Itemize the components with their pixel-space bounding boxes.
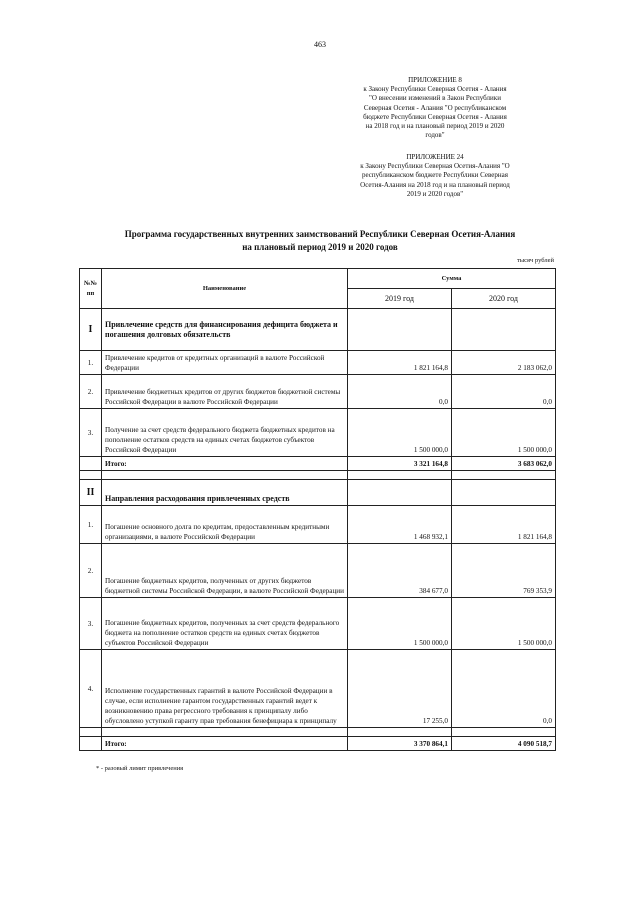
- empty-cell: [102, 471, 348, 480]
- appendix-24-line: к Закону Республики Северная Осетия-Алания "О: [360, 162, 510, 171]
- row-number: 4.: [80, 650, 102, 728]
- total-row: [80, 737, 556, 751]
- total-label: Итого:: [102, 457, 348, 471]
- row-value-2020: 1 821 164,8: [452, 506, 556, 544]
- header-2020: 2020 год: [452, 289, 556, 309]
- title-line-2: на плановый период 2019 и 2020 годов: [242, 241, 398, 252]
- appendix-8-line: Северная Осетия - Алания "О республиканском: [363, 103, 507, 112]
- borrowing-program-table: [79, 268, 556, 751]
- appendix-24-line: 2019 и 2020 годов": [406, 189, 464, 198]
- empty-cell: [348, 471, 452, 480]
- total-label: Итого:: [102, 737, 348, 751]
- appendix-8-line: на 2018 год и на плановый период 2019 и 2020: [365, 122, 505, 131]
- empty-cell: [452, 480, 556, 506]
- empty-cell: [80, 457, 102, 471]
- row-name: Привлечение кредитов от кредитных организаций в валюте Российской Федерации: [102, 351, 348, 375]
- total-2020: 3 683 062,0: [452, 457, 556, 471]
- empty-cell: [102, 728, 348, 737]
- table-row: [80, 506, 556, 544]
- total-row: [80, 457, 556, 471]
- appendix-8-header: [330, 76, 540, 140]
- empty-cell: [348, 480, 452, 506]
- appendix-24-line: республиканском бюджете Республики Северная: [362, 171, 508, 180]
- empty-cell: [452, 728, 556, 737]
- row-value-2020: 1 500 000,0: [452, 409, 556, 457]
- row-value-2019: 1 500 000,0: [348, 598, 452, 650]
- row-name: Погашение бюджетных кредитов, полученных от других бюджетов бюджетной системы Российской Федерации, в валюте Российской Федерации: [102, 544, 348, 598]
- table-row: [80, 650, 556, 728]
- appendix-8-line: "О внесении изменений в Закон Республики: [369, 94, 501, 103]
- header-row: [80, 269, 556, 289]
- row-value-2019: 1 500 000,0: [348, 409, 452, 457]
- row-number: 1.: [80, 506, 102, 544]
- appendix-8-line: годов": [425, 131, 445, 140]
- empty-cell: [348, 309, 452, 351]
- empty-cell: [452, 471, 556, 480]
- document-title: [70, 228, 570, 253]
- row-number: 1.: [80, 351, 102, 375]
- header-2019: 2019 год: [348, 289, 452, 309]
- table-row: [80, 409, 556, 457]
- section-number: II: [80, 480, 102, 506]
- row-value-2019: 0,0: [348, 375, 452, 409]
- appendix-8-title: ПРИЛОЖЕНИЕ 8: [408, 76, 462, 84]
- row-value-2019: 1 468 932,1: [348, 506, 452, 544]
- row-number: 3.: [80, 409, 102, 457]
- footnote: * - разовый лимит привлечения: [96, 765, 184, 772]
- units-label: тысяч рублей: [516, 257, 554, 264]
- table-row: [80, 375, 556, 409]
- appendix-24-title: ПРИЛОЖЕНИЕ 24: [406, 153, 464, 161]
- total-2020: 4 090 518,7: [452, 737, 556, 751]
- row-value-2019: 1 821 164,8: [348, 351, 452, 375]
- row-name: Получение за счет средств федерального бюджета бюджетных кредитов на пополнение остатков средств на единых счетах бюджетов субъектов Российской Федерации: [102, 409, 348, 457]
- row-value-2019: 384 677,0: [348, 544, 452, 598]
- empty-cell: [80, 728, 102, 737]
- table-row: [80, 544, 556, 598]
- row-name: Погашение основного долга по кредитам, предоставленным кредитными организациями, в валюте Российской Федерации: [102, 506, 348, 544]
- section-title: Направления расходования привлеченных средств: [102, 480, 348, 506]
- appendix-8-line: к Закону Республики Северная Осетия - Алания: [363, 85, 507, 94]
- row-name: Погашение бюджетных кредитов, полученных за счет средств федерального бюджета на пополнение остатков средств на единых счетах бюджетов субъектов Российской Федерации: [102, 598, 348, 650]
- section-row: [80, 480, 556, 506]
- table-row: [80, 351, 556, 375]
- total-2019: 3 321 164,8: [348, 457, 452, 471]
- appendix-24-line: Осетия-Алания на 2018 год и на плановый период: [360, 180, 510, 189]
- row-value-2020: 2 183 062,0: [452, 351, 556, 375]
- row-number: 2.: [80, 375, 102, 409]
- title-line-1: Программа государственных внутренних заимствований Республики Северная Осетия-Алания: [124, 229, 516, 239]
- header-sum: Сумма: [348, 269, 556, 289]
- row-value-2020: 769 353,9: [452, 544, 556, 598]
- page-number: 463: [314, 40, 326, 49]
- row-number: 3.: [80, 598, 102, 650]
- row-value-2020: 0,0: [452, 375, 556, 409]
- empty-cell: [452, 309, 556, 351]
- row-name: Исполнение государственных гарантий в валюте Российской Федерации в случае, если исполнение гарантом государственных гарантий ведет к возникновению права регрессного требования к принципалу либо обусловлено уступкой гаранту прав требования бенефициара к принципалу: [102, 650, 348, 728]
- row-number: 2.: [80, 544, 102, 598]
- header-number: №№ пп: [80, 269, 102, 309]
- empty-cell: [80, 737, 102, 751]
- table-row: [80, 598, 556, 650]
- section-number: I: [80, 309, 102, 351]
- spacer-row: [80, 728, 556, 737]
- total-2019: 3 370 864,1: [348, 737, 452, 751]
- row-value-2020: 1 500 000,0: [452, 598, 556, 650]
- appendix-8-line: бюджете Республики Северная Осетия - Алания: [363, 112, 507, 121]
- header-name: Наименование: [102, 269, 348, 309]
- empty-cell: [80, 471, 102, 480]
- row-value-2019: 17 255,0: [348, 650, 452, 728]
- empty-cell: [348, 728, 452, 737]
- spacer-row: [80, 471, 556, 480]
- row-name: Привлечение бюджетных кредитов от других бюджетов бюджетной системы Российской Федерации в валюте Российской Федерации: [102, 375, 348, 409]
- section-row: [80, 309, 556, 351]
- section-title: Привлечение средств для финансирования дефицита бюджета и погашения долговых обязательств: [102, 309, 348, 351]
- row-value-2020: 0,0: [452, 650, 556, 728]
- appendix-24-header: [330, 153, 540, 199]
